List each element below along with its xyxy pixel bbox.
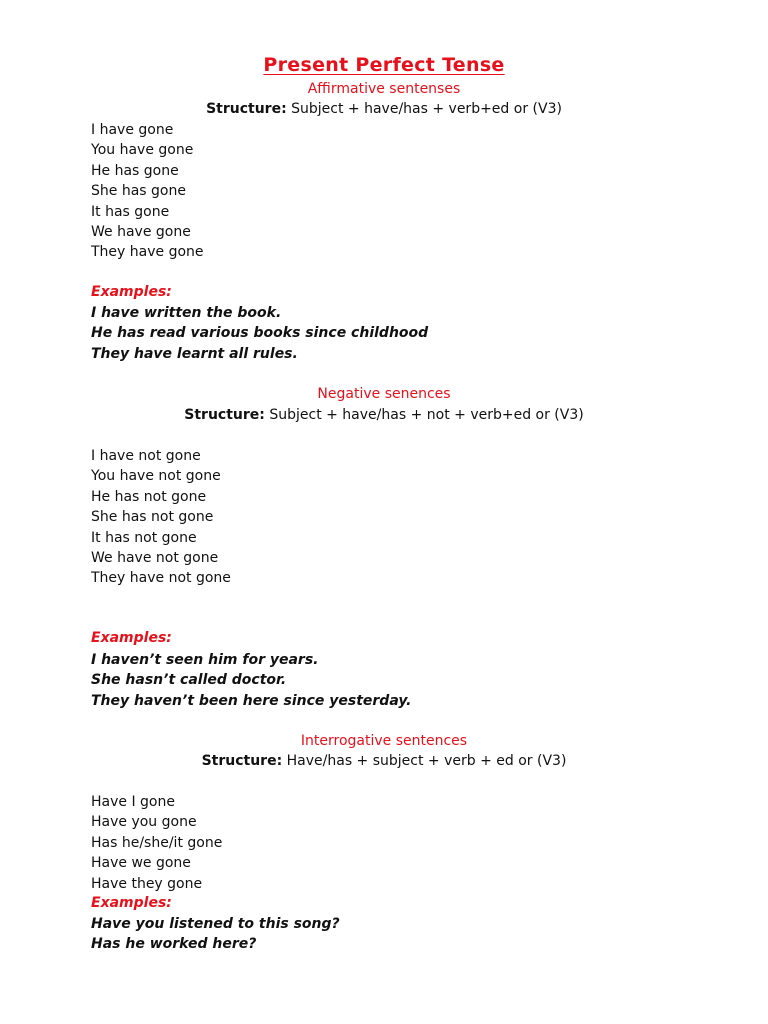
negative-examples bbox=[91, 650, 412, 711]
form-line: It has not gone bbox=[91, 529, 197, 546]
form-line: Has he/she/it gone bbox=[91, 834, 223, 851]
example-line: I haven’t seen him for years. bbox=[91, 652, 319, 668]
form-line: She has not gone bbox=[91, 509, 214, 526]
form-line: It has gone bbox=[91, 203, 170, 220]
form-line: I have gone bbox=[91, 122, 174, 138]
form-line: I have not gone bbox=[91, 448, 201, 464]
form-line: Have I gone bbox=[91, 794, 175, 810]
interrogative-examples-label: Examples: bbox=[91, 895, 172, 911]
affirmative-structure-text: Subject + have/has + verb+ed or (V3) bbox=[291, 101, 562, 117]
negative-structure-text: Subject + have/has + not + verb+ed or (V3) bbox=[269, 407, 584, 423]
form-line: We have gone bbox=[91, 223, 191, 240]
form-line: Have they gone bbox=[91, 875, 203, 892]
form-line: We have not gone bbox=[91, 549, 219, 566]
example-line: They have learnt all rules. bbox=[91, 345, 298, 362]
interrogative-forms bbox=[91, 792, 222, 894]
negative-structure bbox=[0, 407, 768, 423]
negative-heading: Negative senences bbox=[317, 386, 451, 402]
form-line: He has gone bbox=[91, 162, 179, 179]
affirmative-structure-label: Structure: bbox=[206, 101, 287, 117]
interrogative-structure-label: Structure: bbox=[201, 753, 283, 769]
form-line: They have not gone bbox=[91, 570, 231, 587]
affirmative-examples-label: Examples: bbox=[91, 284, 172, 300]
example-line: He has read various books since childhood bbox=[91, 325, 429, 342]
affirmative-forms bbox=[91, 120, 204, 263]
form-line: He has not gone bbox=[91, 488, 207, 505]
form-line: You have not gone bbox=[91, 468, 221, 485]
interrogative-examples bbox=[91, 914, 340, 955]
affirmative-heading: Affirmative sentenses bbox=[307, 81, 461, 97]
negative-examples-label: Examples: bbox=[91, 630, 172, 646]
example-line: Have you listened to this song? bbox=[91, 916, 340, 932]
negative-forms bbox=[91, 446, 231, 589]
example-line: They haven’t been here since yesterday. bbox=[91, 692, 412, 709]
interrogative-structure bbox=[0, 753, 768, 769]
form-line: You have gone bbox=[91, 142, 194, 159]
interrogative-structure-text: Have/has + subject + verb + ed or (V3) bbox=[286, 753, 567, 769]
form-line: She has gone bbox=[91, 183, 186, 200]
page-title: Present Perfect Tense bbox=[263, 54, 505, 76]
example-line: She hasn’t called doctor. bbox=[91, 672, 287, 689]
affirmative-structure bbox=[0, 101, 768, 117]
form-line: Have you gone bbox=[91, 814, 197, 831]
form-line: They have gone bbox=[91, 244, 204, 261]
interrogative-heading: Interrogative sentences bbox=[300, 733, 468, 749]
example-line: I have written the book. bbox=[91, 305, 282, 321]
form-line: Have we gone bbox=[91, 855, 191, 872]
negative-structure-label: Structure: bbox=[184, 407, 265, 423]
example-line: Has he worked here? bbox=[91, 936, 257, 953]
affirmative-examples bbox=[91, 303, 428, 364]
